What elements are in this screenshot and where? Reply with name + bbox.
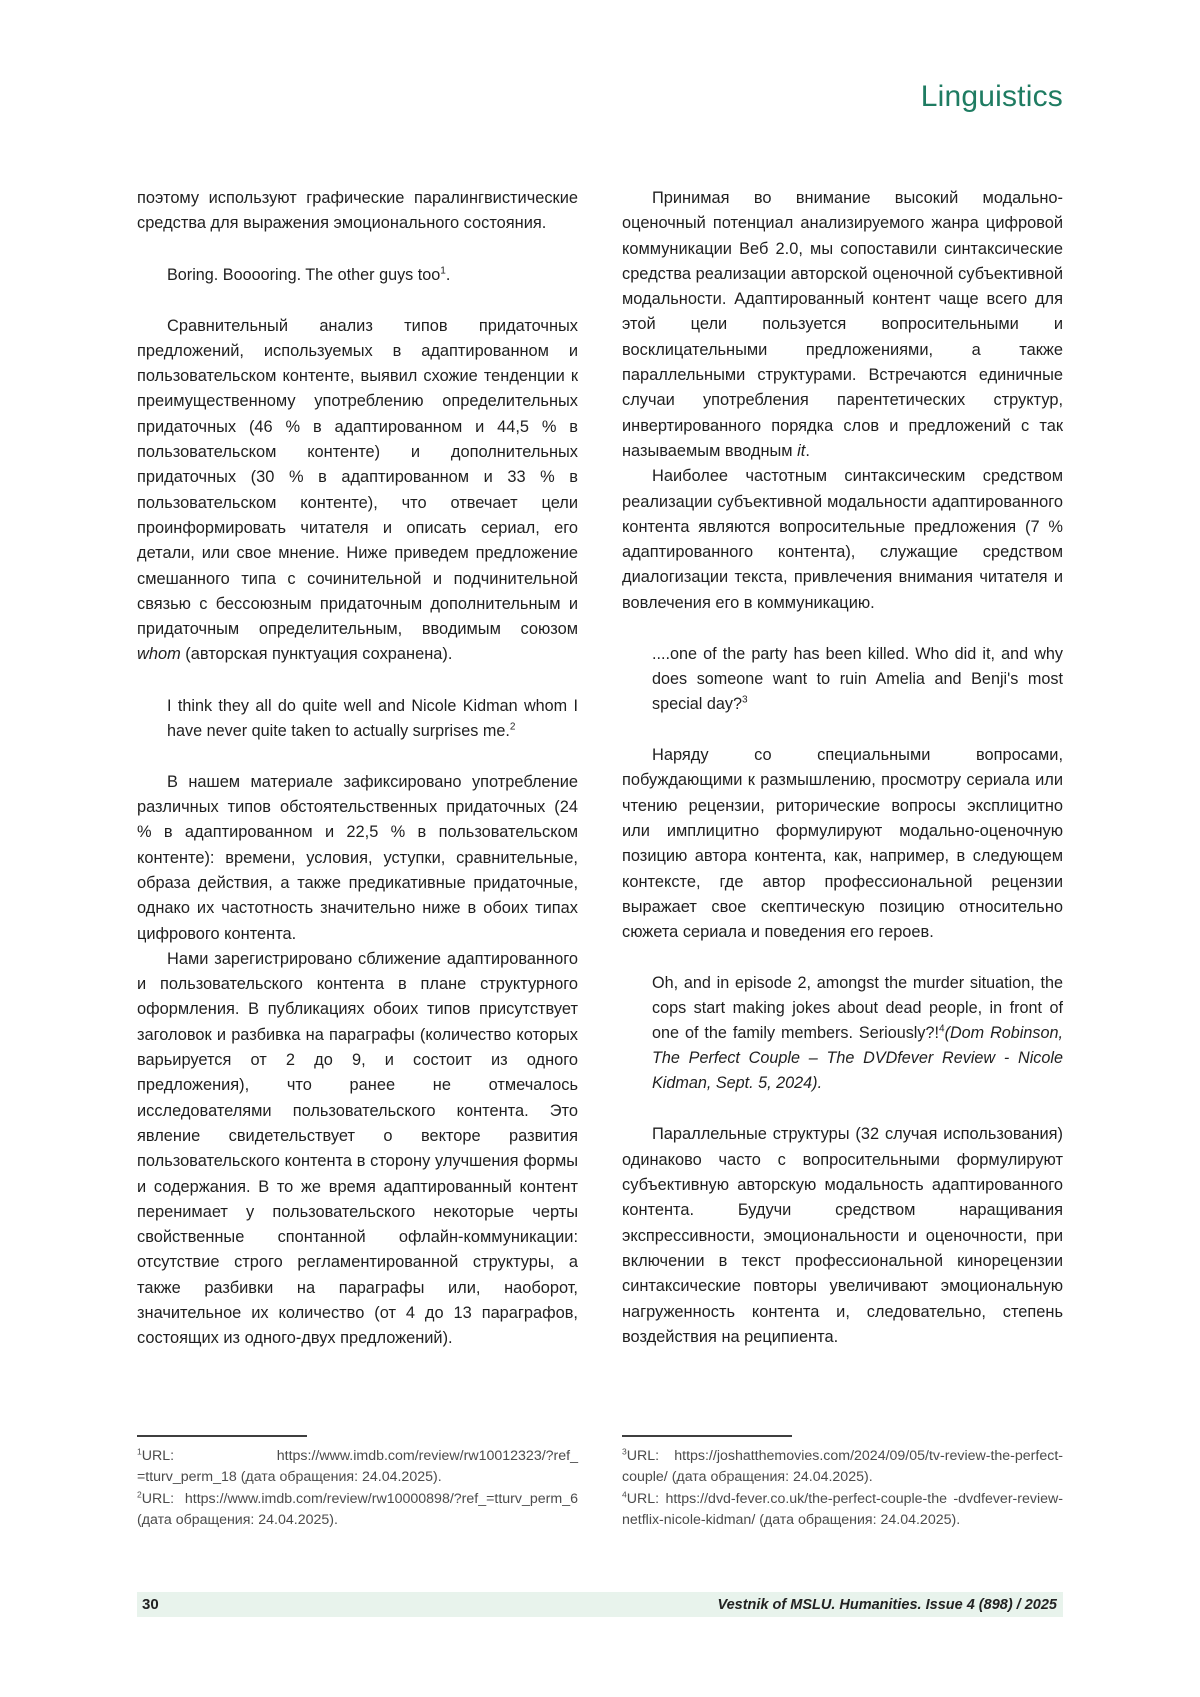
footnote-rule xyxy=(137,1435,307,1437)
footnote-rule xyxy=(622,1435,792,1437)
paragraph-segment: Принимая во внимание высокий модально-оценочный потенциал анализируемого жанра цифровой коммуникации Веб 2.0, мы сопоставили синтаксические средства реализации авторской оценочной субъективной модальности. Адаптированный контент чаще всего для этой цели пользуется вопросительными и восклицательными предложениями, а также параллельными структурами. Встречаются единичные случаи употребления парентетических структур, инвертированного порядка слов и предложений с так называемым вводным xyxy=(622,189,1063,460)
page-footer xyxy=(137,1592,1063,1617)
footnote-number: 4 xyxy=(622,1489,627,1500)
journal-title: Vestnik of MSLU. Humanities. Issue 4 (898) / 2025 xyxy=(717,1596,1057,1613)
quote-text: ....one of the party has been killed. Who did it, and why does someone want to ruin Amelia and Benji's most special day? xyxy=(652,645,1063,714)
footnotes-right xyxy=(622,1435,1063,1532)
block-quote-party xyxy=(652,642,1063,717)
block-quote-episode xyxy=(652,971,1063,1096)
paragraph-segment: Сравнительный анализ типов придаточных предложений, используемых в адаптированном и пользовательском контенте, выявил схожие тенденции к преимущественному употреблению определительных придаточных (46 % в адаптированном и 44,5 % в пользовательском контенте) и дополнительных придаточных (30 % в адаптированном и 33 % в пользовательском контенте), что отвечает цели проинформировать читателя и описать сериал, его детали, или свое мнение. Ниже приведем предложение смешанного типа с сочинительной и подчинительной связью с бессоюзным придаточным дополнительным и придаточным определительным, вводимым союзом xyxy=(137,316,578,639)
footnote-text: URL: https://joshatthemovies.com/2024/09/05/tv-review-the-perfect-couple/ (дата обращения: 24.04.2025). xyxy=(622,1447,1063,1486)
quote-tail: . xyxy=(445,265,451,284)
block-quote-kidman xyxy=(167,694,578,744)
two-column-layout xyxy=(137,186,1063,1532)
paragraph-naibolee: Наиболее частотным синтаксическим средством реализации субъективной модальности адаптированного контента являются вопросительные предложения (7 % адаптированного контента), служащие средством диалогизации текста, привлечения внимания читателя и вовлечения его в коммуникацию. xyxy=(622,467,1063,612)
page-number: 30 xyxy=(142,1596,159,1613)
italic-term-it: it xyxy=(797,441,806,460)
footnote-text: URL: https://www.imdb.com/review/rw10012323/?ref_ =tturv_perm_18 (дата обращения: 24.04.2025). xyxy=(137,1447,578,1486)
footnote-ref-2: 2 xyxy=(509,721,516,733)
paragraph-structure: Нами зарегистрировано сближение адаптированного и пользовательского контента в плане структурного оформления. В публикациях обоих типов присутствует заголовок и разбивка на параграфы (количество которых варьируется от 2 до 9, и состоит из одного предложения), что ранее не отмечалось исследователями пользовательского контента. Это явление свидетельствует о векторе развития пользовательского контента в сторону улучшения формы и содержания. В то же время адаптированный контент перенимает у пользовательского некоторые черты свойственные спонтанной офлайн-коммуникации: отсутствие строго регламентированной структуры, а также разбивки на параграфы или, наоборот, значительное их количество (от 4 до 13 параграфов, состоящих из одного-двух предложений). xyxy=(137,949,578,1348)
footnote-text: URL: https://dvd-fever.co.uk/the-perfect-couple-the -dvdfever-review-netflix-nicole-kidman/ (дата обращения: 24.04.2025). xyxy=(622,1490,1063,1529)
footnotes-left xyxy=(137,1435,578,1532)
footnote-number: 1 xyxy=(137,1445,142,1456)
footnote-3 xyxy=(622,1446,1063,1489)
footnote-1 xyxy=(137,1446,578,1489)
quote-text: I think they all do quite well and Nicole Kidman whom I have never quite taken to actually surprises me. xyxy=(167,696,578,740)
paragraph-segment: (авторская пунктуация сохранена). xyxy=(180,645,453,664)
footnote-4 xyxy=(622,1489,1063,1532)
footnote-2 xyxy=(137,1489,578,1532)
footnote-ref-4: 4 xyxy=(939,1024,945,1036)
right-column xyxy=(622,186,1063,1532)
quote-text: Boring. Booooring. The other guys too xyxy=(167,265,441,284)
quote-citation: (Dom Robinson, The Perfect Couple – The DVDfever Review - Nicole Kidman, Sept. 5, 2024). xyxy=(652,1024,1063,1093)
paragraph-naryadu: Наряду со специальными вопросами, побуждающими к размышлению, просмотру сериала или чтению рецензии, риторические вопросы эксплицитно или имплицитно формулируют модально-оценочную позицию автора контента, как, например, в следующем контексте, где автор профессиональной рецензии выражает свое скептическую позицию относительно сюжета сериала и поведения его героев. xyxy=(622,746,1063,942)
running-head xyxy=(921,80,1063,114)
paragraph-prinimaya xyxy=(622,186,1063,464)
footnote-number: 3 xyxy=(622,1445,627,1456)
footnote-ref-3: 3 xyxy=(742,694,748,706)
footnote-text: URL: https://www.imdb.com/review/rw10000898/?ref_=tturv_perm_6 (дата обращения: 24.04.2025). xyxy=(137,1490,578,1529)
section-title: Linguistics xyxy=(920,80,1063,113)
paragraph-comparative xyxy=(137,314,578,668)
footnote-number: 2 xyxy=(137,1489,142,1500)
paragraph-parallel: Параллельные структуры (32 случая использования) одинаково часто с вопросительными формулируют субъективную авторскую модальность адаптированного контента. Будучи средством наращивания экспрессивности, эмоциональности и оценочности, при включении в текст профессиональной кинорецензии синтаксические повторы увеличивают эмоциональную нагруженность контента и, следовательно, степень воздействия на реципиента. xyxy=(622,1125,1063,1346)
paragraph-segment: . xyxy=(805,441,810,460)
paragraph-intro: поэтому используют графические паралингвистические средства для выражения эмоционального состояния. xyxy=(137,189,578,233)
block-quote-boring xyxy=(167,263,578,288)
left-column xyxy=(137,186,578,1532)
quote-text: Oh, and in episode 2, amongst the murder situation, the cops start making jokes about dead people, in front of one of the family members. Seriously?! xyxy=(652,974,1063,1043)
footnote-ref-1: 1 xyxy=(440,265,446,277)
paragraph-material: В нашем материале зафиксировано употребление различных типов обстоятельственных придаточных (24 % в адаптированном и 22,5 % в пользовательском контенте): времени, условия, уступки, сравнительные, образа действия, а также предикативные придаточные, однако их частотность значительно ниже в обоих типах цифрового контента. xyxy=(137,772,578,943)
italic-term-whom: whom xyxy=(137,645,181,664)
